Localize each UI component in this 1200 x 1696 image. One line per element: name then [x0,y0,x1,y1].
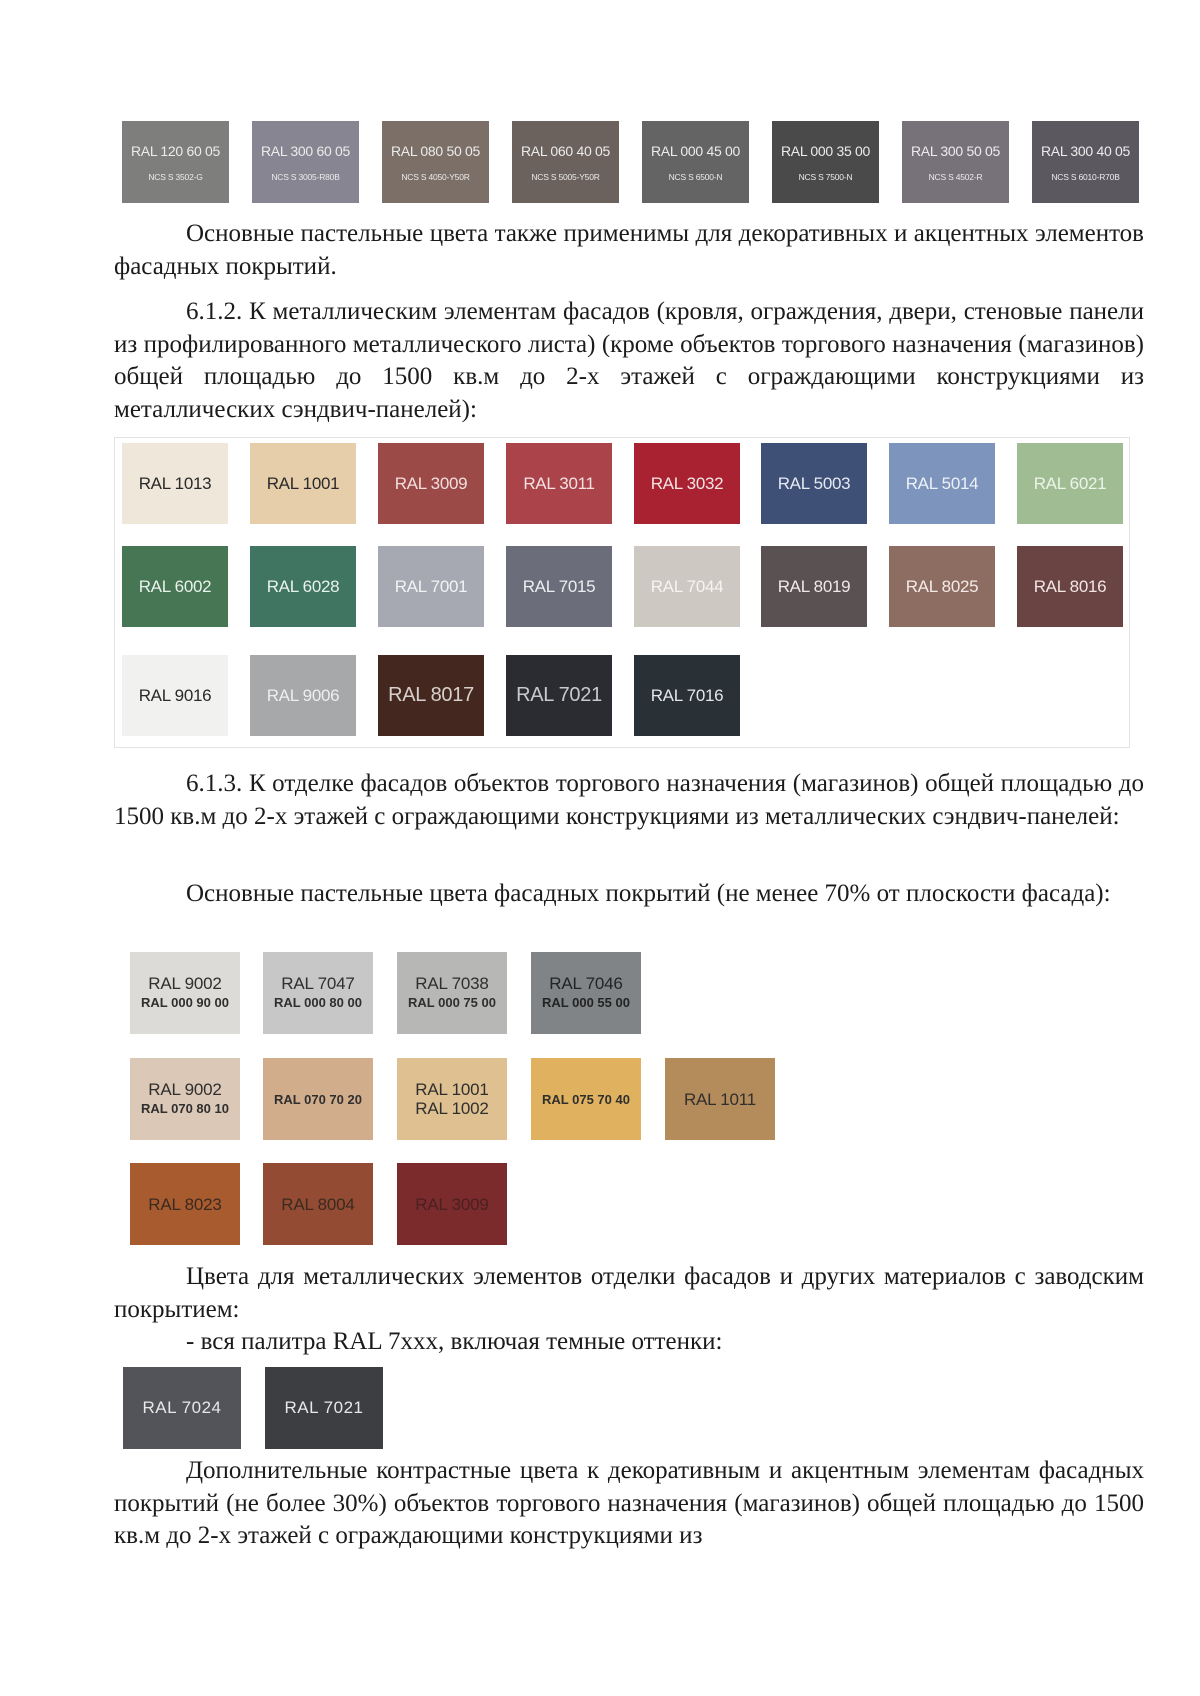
ral-swatch: RAL 5014 [889,443,995,524]
swatch-ral-subcode: RAL 000 90 00 [141,995,229,1010]
ral-swatch [130,952,240,1034]
ral-swatch: RAL 8016 [1017,546,1123,627]
ncs-swatch [382,121,489,203]
ncs-swatch [1032,121,1139,203]
ral-swatch [397,1058,507,1140]
swatch-ral-subcode: RAL 070 70 20 [274,1091,362,1107]
swatch-ral-label-2: RAL 1002 [415,1099,489,1118]
ral-swatch: RAL 7044 [634,546,740,627]
swatch-ral-subcode: RAL 070 80 10 [141,1101,229,1116]
ral-swatch: RAL 7015 [506,546,612,627]
swatch-ral-label: RAL 8023 [148,1194,222,1214]
paragraph-contrast-colors: Дополнительные контрастные цвета к декоративным и акцентным элементам фасадных покрытий (не более 30%) объектов торгового назначения (магазинов) общей площадью до 1500 кв.м до 2-х этажей с ограждающими конструкциями из [114,1457,1144,1549]
swatch-ral-code: RAL 000 45 00 [651,142,740,159]
swatch-ral-code: RAL 060 40 05 [521,142,610,159]
ral-swatch: RAL 5003 [761,443,867,524]
paragraph-6-1-2: 6.1.2. К металлическим элементам фасадов (кровля, ограждения, двери, стеновые панели из профилированного металлического листа) (кроме объектов торгового назначения (магазинов) общей площадью до 1500 кв.м до 2-х этажей с ограждающими конструкциями из металлических сэндвич-панелей): [114,298,1144,423]
swatch-ral-code: RAL 300 50 05 [911,142,1000,159]
swatch-ral-subcode: RAL 000 75 00 [408,995,496,1010]
ncs-swatch [642,121,749,203]
swatch-ral-subcode: RAL 075 70 40 [542,1091,630,1107]
swatch-ral-label: RAL 1001 [415,1080,489,1099]
paragraph-pastel-accent: Основные пастельные цвета также применимы для декоративных и акцентных элементов фасадных покрытий. [114,220,1144,280]
swatch-ral-label: RAL 8004 [281,1194,355,1214]
swatch-ncs-code: NCS S 7500-N [798,171,853,182]
swatch-ral-label: RAL 7047 [281,974,355,993]
paragraph-ral-7xxx: - вся палитра RAL 7xxx, включая темные оттенки: [186,1328,723,1355]
paragraph-metal-factory: Цвета для металлических элементов отделки фасадов и других материалов с заводским покрытием: [114,1263,1144,1323]
ral-swatch: RAL 7001 [378,546,484,627]
ncs-swatch [252,121,359,203]
ral-swatch: RAL 6002 [122,546,228,627]
swatch-ral-label: RAL 9002 [148,974,222,993]
swatch-ral-code: RAL 300 60 05 [261,142,350,159]
swatch-ral-subcode: RAL 000 80 00 [274,995,362,1010]
swatch-ncs-code: NCS S 6500-N [668,171,723,182]
swatch-ral-code: RAL 120 60 05 [131,142,220,159]
ral-swatch: RAL 8025 [889,546,995,627]
ncs-swatch [772,121,879,203]
ral-swatch: RAL 6021 [1017,443,1123,524]
ral-swatch: RAL 7024 [123,1367,241,1449]
ncs-swatch [512,121,619,203]
ral-swatch: RAL 8017 [378,655,484,736]
ral-swatch: RAL 8019 [761,546,867,627]
ral-swatch: RAL 3009 [378,443,484,524]
paragraph-6-1-3: 6.1.3. К отделке фасадов объектов торгового назначения (магазинов) общей площадью до 1500 кв.м до 2-х этажей с ограждающими конструкциями из металлических сэндвич-панелей: [114,770,1144,830]
ral-swatch [130,1163,240,1245]
ral-swatch [665,1058,775,1140]
swatch-ncs-code: NCS S 3005-R80B [271,171,340,182]
swatch-ral-subcode: RAL 000 55 00 [542,995,630,1010]
ral-swatch: RAL 6028 [250,546,356,627]
swatch-ncs-code: NCS S 6010-R70B [1051,171,1120,182]
ral-swatch [263,952,373,1034]
ral-swatch: RAL 1013 [122,443,228,524]
swatch-ral-label: RAL 7038 [415,974,489,993]
ral-swatch [263,1058,373,1140]
swatch-ral-code: RAL 300 40 05 [1041,142,1130,159]
ral-swatch: RAL 9006 [250,655,356,736]
swatch-ncs-code: NCS S 4502-R [928,171,983,182]
ral-swatch: RAL 7021 [265,1367,383,1449]
ncs-swatch [122,121,229,203]
ral-swatch: RAL 7021 [506,655,612,736]
ral-swatch [130,1058,240,1140]
swatch-ncs-code: NCS S 4050-Y50R [401,171,470,182]
swatch-ncs-code: NCS S 3502-G [148,171,203,182]
swatch-ral-label: RAL 3009 [415,1194,489,1214]
swatch-ral-code: RAL 000 35 00 [781,142,870,159]
swatch-ral-label: RAL 7046 [549,974,623,993]
ral-swatch [531,952,641,1034]
swatch-ral-label: RAL 9002 [148,1080,222,1099]
swatch-ncs-code: NCS S 5005-Y50R [531,171,600,182]
ral-swatch [397,952,507,1034]
ncs-swatch [902,121,1009,203]
ral-swatch: RAL 1001 [250,443,356,524]
ral-swatch [531,1058,641,1140]
ral-swatch [263,1163,373,1245]
ral-swatch: RAL 3011 [506,443,612,524]
ral-swatch [397,1163,507,1245]
ral-swatch: RAL 9016 [122,655,228,736]
ral-swatch: RAL 3032 [634,443,740,524]
swatch-ral-code: RAL 080 50 05 [391,142,480,159]
paragraph-main-pastel: Основные пастельные цвета фасадных покрытий (не менее 70% от плоскости фасада): [186,880,1111,907]
ral-swatch: RAL 7016 [634,655,740,736]
swatch-ral-label: RAL 1011 [683,1089,757,1109]
